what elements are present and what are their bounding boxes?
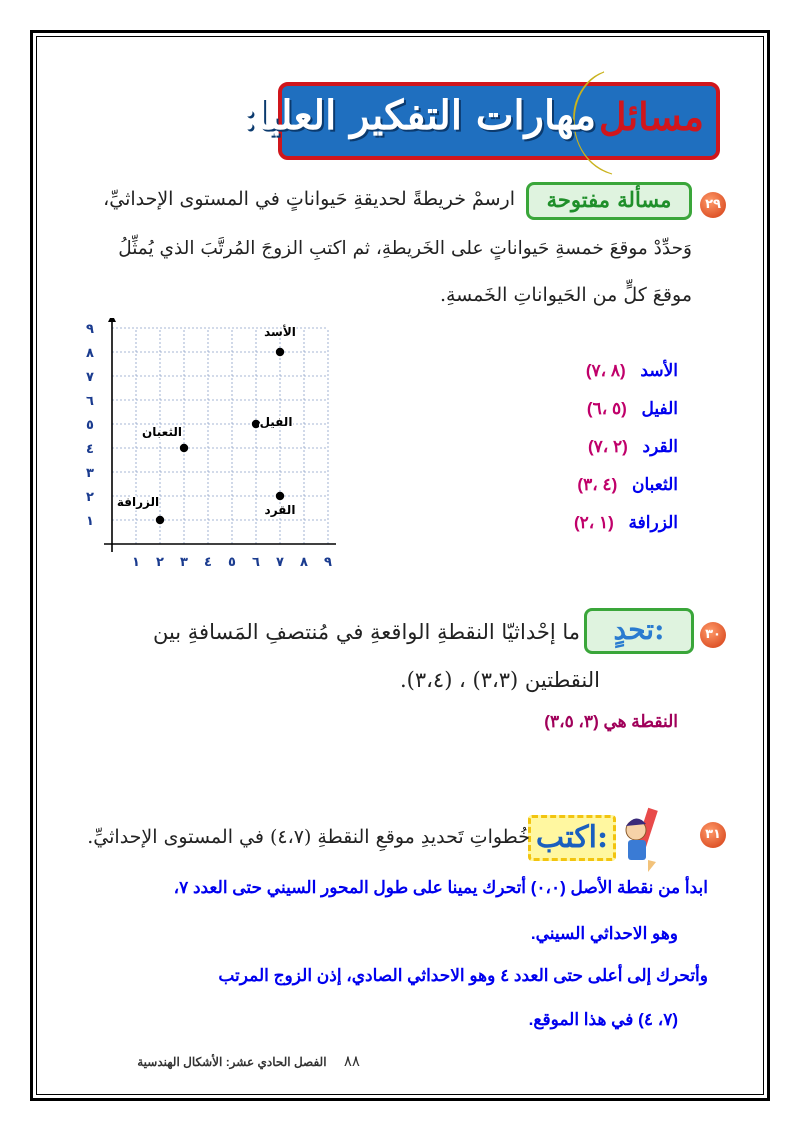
x-tick-label: ١ (132, 555, 140, 570)
q29-answer-list (498, 352, 678, 542)
x-tick-label: ٣ (180, 555, 188, 570)
point-label: الأسد (264, 325, 296, 339)
section-title-banner (241, 82, 720, 160)
data-point (276, 492, 284, 500)
answer-coord: (٢ ،٧) (587, 437, 628, 456)
answer-name: القرد (642, 437, 678, 456)
answer-row-monkey (498, 428, 678, 466)
y-tick-label: ٤ (86, 442, 94, 457)
answer-row-lion (498, 352, 678, 390)
open-problem-tag: مسألة مفتوحة (526, 182, 692, 220)
point-label: الفيل (259, 415, 293, 429)
q31-answer-line-1: ابدأ من نقطة الأصل (٠،٠) أتحرك يمينا على طول المحور السيني حتى العدد ٧، (173, 878, 708, 897)
q31-answer-line-3: وأتحرك إلى أعلى حتى العدد ٤ وهو الاحداثي الصادي، إذن الزوج المرتب (218, 966, 708, 985)
data-point (180, 444, 188, 452)
q31-answer-line-2: وهو الاحداثي السيني. (530, 924, 678, 943)
q31-prompt: خُطواتِ تَحديدِ موقعِ النقطةِ (٤،٧) في المستوى الإحداثيِّ. (87, 826, 530, 848)
banner-prefix: مسائل (598, 94, 704, 139)
q30-line-1: ما إحْداثيّا النقطةِ الواقعةِ في مُنتصفِ المَسافةِ بين (152, 620, 580, 644)
y-tick-label: ٢ (86, 490, 94, 505)
y-tick-label: ٨ (86, 346, 94, 361)
y-tick-label: ٥ (86, 418, 94, 433)
page-footer (60, 1052, 360, 1070)
x-tick-label: ٢ (156, 555, 164, 570)
y-tick-label: ٦ (86, 394, 94, 409)
banner-title: مهارات التفكير العليا: (241, 92, 596, 139)
y-tick-label: ٧ (86, 370, 94, 385)
q31-answer-line-4: (٧، ٤) في هذا الموقع. (528, 1010, 678, 1029)
answer-coord: (١ ،٢) (573, 513, 614, 532)
x-tick-label: ٤ (204, 555, 212, 570)
question-number-30: ٣٠ (700, 622, 726, 648)
x-tick-label: ٨ (300, 555, 308, 570)
page-number: ٨٨ (343, 1053, 360, 1070)
data-point (156, 516, 164, 524)
answer-name: الفيل (641, 399, 678, 418)
answer-row-giraffe (498, 504, 678, 542)
x-tick-label: ٧ (276, 555, 284, 570)
write-tag: اكتب: (528, 815, 616, 861)
y-axis-arrow (108, 318, 116, 322)
question-number-31: ٣١ (700, 822, 726, 848)
y-tick-label: ٩ (86, 322, 94, 337)
point-label: الثعبان (142, 425, 182, 439)
challenge-tag: تحدٍ: (584, 608, 694, 654)
q29-line-2: وَحدِّدْ موقعَ خمسةِ حَيواناتٍ على الخَريطةِ، ثم اكتبِ الزوجَ المُرتَّبَ الذي يُمثِّلُ (118, 238, 692, 259)
point-label: القرد (264, 503, 296, 517)
answer-coord: (٨ ،٧) (585, 361, 626, 380)
y-tick-label: ٣ (86, 466, 94, 481)
answer-coord: (٤ ،٣) (577, 475, 618, 494)
answer-name: الثعبان (631, 475, 678, 494)
q29-line-3: موقعَ كلٍّ من الحَيواناتِ الخَمسةِ. (439, 284, 692, 306)
answer-name: الزرافة (628, 513, 678, 532)
answer-coord: (٥ ،٦) (586, 399, 627, 418)
y-tick-label: ١ (86, 514, 94, 529)
q30-line-2: النقطتين (٣،٣) ، (٣،٤). (399, 668, 600, 692)
q29-line-1: ارسمْ خريطةً لحديقةِ حَيواناتٍ في المستوى الإحداثيِّ، (103, 188, 515, 210)
coordinate-grid-chart (80, 318, 340, 590)
x-tick-label: ٦ (252, 555, 260, 570)
point-label: الزرافة (116, 495, 160, 509)
pencil-character-icon (618, 804, 674, 874)
q30-answer: النقطة هي (٣، ٣،٥) (544, 712, 678, 731)
x-tick-label: ٥ (228, 555, 236, 570)
answer-row-snake (498, 466, 678, 504)
question-number-29: ٢٩ (700, 192, 726, 218)
x-tick-label: ٩ (324, 555, 332, 570)
answer-row-elephant (498, 390, 678, 428)
answer-name: الأسد (640, 361, 678, 380)
chapter-title: الفصل الحادي عشر: الأشكال الهندسية (137, 1055, 327, 1069)
data-point (276, 348, 284, 356)
